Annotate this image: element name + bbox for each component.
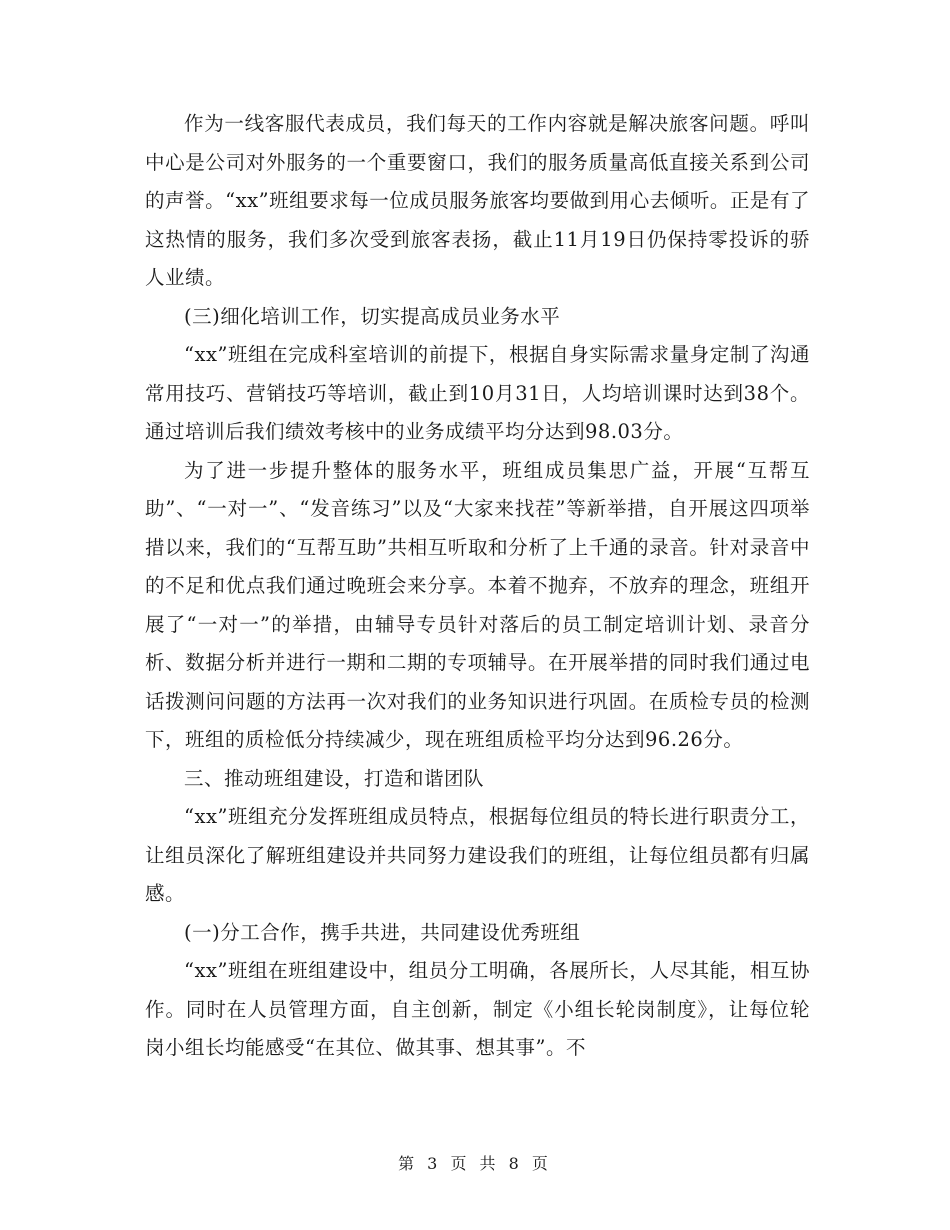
section-heading: (一)分工合作，携手共进，共同建设优秀班组 (184, 920, 581, 944)
paragraph: 为了进一步提升整体的服务水平，班组成员集思广益，开展“互帮互助”、“一对一”、“发音练习”以及“大家来找茬”等新举措，自开展这四项举措以来，我们的“互帮互助”共相互听取和分析了上千通的录音。针对录音中的不足和优点我们通过晚班会来分享。本着不抛弃，不放弃的理念，班组开展了“一对一”的举措，由辅导专员针对落后的员工制定培训计划、录音分析、数据分析并进行一期和二期的专项辅导。在开展举措的同时我们通过电话拨测问问题的方法再一次对我们的业务知识进行巩固。在质检专员的检测下，班组的质检低分持续减少，现在班组质检平均分达到96.26分。 (145, 458, 810, 751)
section-heading: (三)细化培训工作，切实提高成员业务水平 (184, 304, 561, 328)
paragraph: “xx”班组在班组建设中，组员分工明确，各展所长，人尽其能，相互协作。同时在人员管理方面，自主创新，制定《小组长轮岗制度》，让每位轮岗小组长均能感受“在其位、做其事、想其事”。不 (145, 959, 810, 1059)
page-number-footer: 第 3 页 共 8 页 (398, 1154, 552, 1173)
paragraph: “xx”班组在完成科室培训的前提下，根据自身实际需求量身定制了沟通常用技巧、营销技巧等培训，截止到10月31日，人均培训课时达到38个。通过培训后我们绩效考核中的业务成绩平均分达到98.03分。 (145, 343, 810, 443)
paragraph: 作为一线客服代表成员，我们每天的工作内容就是解决旅客问题。呼叫中心是公司对外服务的一个重要窗口，我们的服务质量高低直接关系到公司的声誉。“xx”班组要求每一位成员服务旅客均要做到用心去倾听。正是有了这热情的服务，我们多次受到旅客表扬，截止11月19日仍保持零投诉的骄人业绩。 (145, 112, 810, 289)
paragraph: “xx”班组充分发挥班组成员特点，根据每位组员的特长进行职责分工，让组员深化了解班组建设并共同努力建设我们的班组，让每位组员都有归属感。 (145, 805, 810, 905)
document-body (145, 105, 810, 1068)
section-heading: 三、推动班组建设，打造和谐团队 (184, 766, 485, 790)
